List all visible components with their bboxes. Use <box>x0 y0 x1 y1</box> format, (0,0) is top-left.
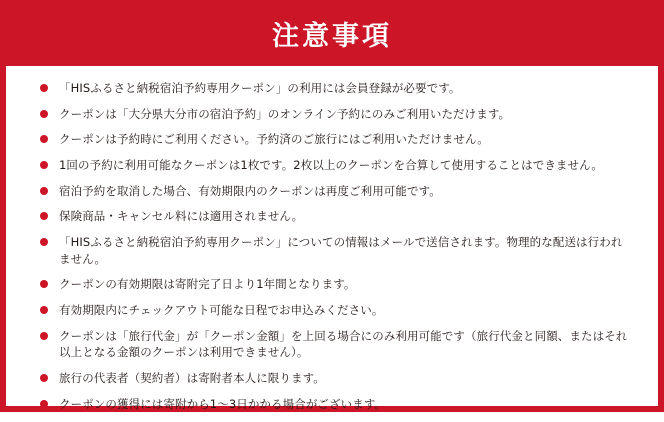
bullet-icon <box>40 374 48 382</box>
list-item-text: クーポンは「旅行代金」が「クーポン金額」を上回る場合にのみ利用可能です（旅行代金と同額、またはそれ以上となる金額のクーポンは利用できません）。 <box>59 328 628 360</box>
list-item-text: クーポンは予約時にご利用ください。予約済のご旅行にはご利用いただけません。 <box>59 132 489 147</box>
bullet-icon <box>40 306 48 314</box>
list-item <box>40 80 628 97</box>
notice-list <box>40 80 628 412</box>
list-item-text: 有効期限内にチェックアウト可能な日程でお申込みください。 <box>59 303 384 318</box>
list-item <box>40 183 628 200</box>
page-title: 注意事項 <box>272 20 392 52</box>
list-item-text: 「HISふるさと納税宿泊予約専用クーポン」についての情報はメールで送信されます。物理的な配送は行われません。 <box>59 235 623 266</box>
bullet-icon <box>40 212 48 220</box>
list-item <box>40 370 628 387</box>
bullet-icon <box>40 84 48 92</box>
list-item <box>40 157 628 174</box>
list-item-text: クーポンの有効期限は寄附完了日より1年間となります。 <box>59 277 356 292</box>
list-item <box>40 208 628 225</box>
list-item <box>40 396 628 413</box>
bullet-icon <box>40 238 48 246</box>
list-item-text: 1回の予約に利用可能なクーポンは1枚です。2枚以上のクーポンを合算して使用することはできません。 <box>59 158 604 173</box>
bullet-icon <box>40 187 48 195</box>
list-item <box>40 328 628 361</box>
list-item-text: クーポンは「大分県大分市の宿泊予約」のオンライン予約にのみご利用いただけます。 <box>59 106 511 121</box>
list-item <box>40 302 628 319</box>
bullet-icon <box>40 332 48 340</box>
list-item <box>40 276 628 293</box>
list-item-text: 旅行の代表者（契約者）は寄附者本人に限ります。 <box>59 371 325 386</box>
list-item <box>40 131 628 148</box>
list-item-text: 宿泊予約を取消した場合、有効期限内のクーポンは再度ご利用可能です。 <box>59 183 441 198</box>
bullet-icon <box>40 400 48 408</box>
list-item-text: クーポンの獲得には寄附から1〜3日かかる場合がございます。 <box>59 396 387 411</box>
list-item <box>40 106 628 123</box>
bullet-icon <box>40 110 48 118</box>
notice-header <box>6 6 658 66</box>
list-item-text: 保険商品・キャンセル料には適用されません。 <box>59 209 304 224</box>
bullet-icon <box>40 280 48 288</box>
bullet-icon <box>40 161 48 169</box>
list-item-text: 「HISふるさと納税宿泊予約専用クーポン」の利用には会員登録が必要です。 <box>59 81 461 95</box>
bullet-icon <box>40 135 48 143</box>
notice-body <box>6 66 658 422</box>
list-item <box>40 234 628 267</box>
